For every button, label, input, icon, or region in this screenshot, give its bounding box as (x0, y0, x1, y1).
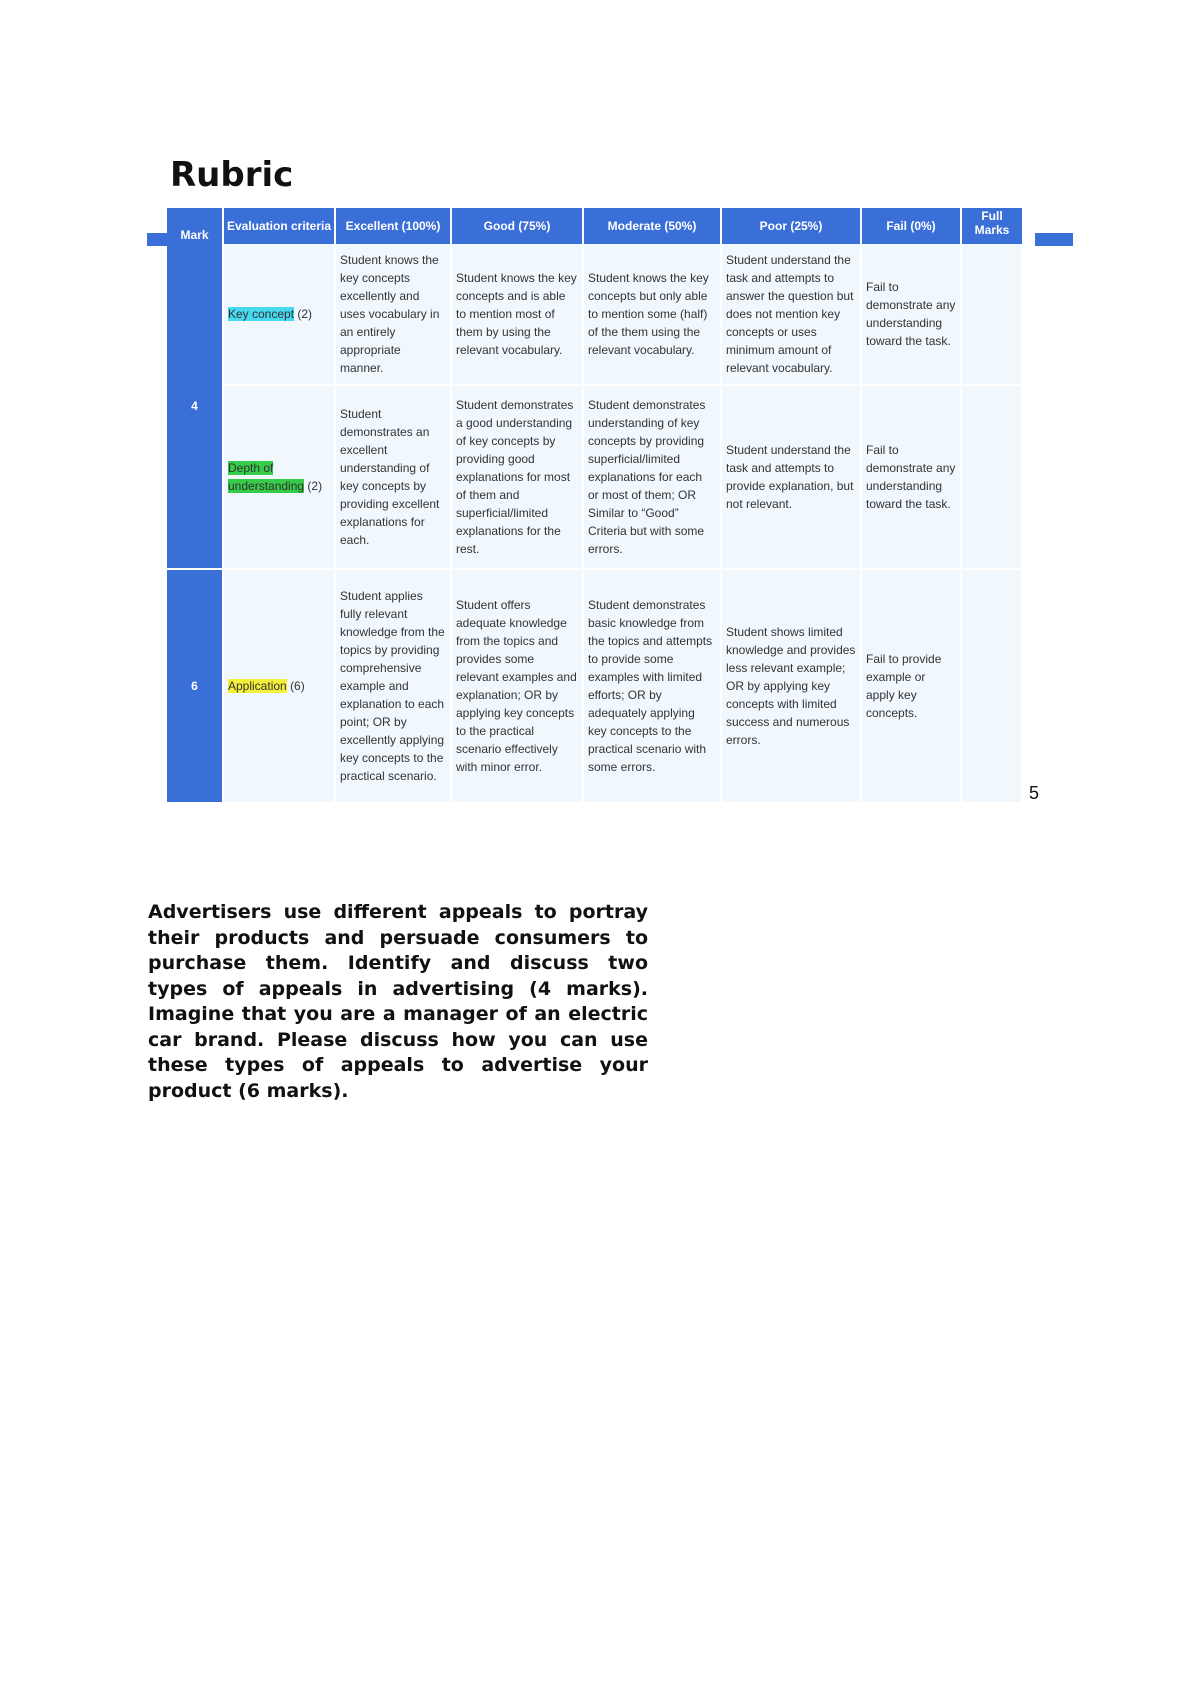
criterion-highlight: Depth of understanding (228, 461, 305, 493)
mark-cell-6: 6 (167, 569, 223, 803)
descriptor-cell: Student shows limited knowledge and provides less relevant example; OR by applying key concepts with limited success and numerous errors. (721, 569, 861, 803)
criterion-cell (223, 385, 335, 569)
mark-cell-4: 4 (167, 244, 223, 569)
descriptor-cell: Student offers adequate knowledge from the topics and provides some relevant examples and explanation; OR by applying key concepts to the practical scenario effectively with minor error. (451, 569, 583, 803)
descriptor-cell: Student demonstrates a good understanding of key concepts by providing good explanations for most of them and superficial/limited explanations for the rest. (451, 385, 583, 569)
criterion-cell (223, 244, 335, 385)
assignment-question: Advertisers use different appeals to portray their products and persuade consumers to purchase them. Identify and discuss two types of appeals in advertising (4 marks). Imagine that you are a manager of an electric car brand. Please discuss how you can use these types of appeals to advertise your product (6 marks). (148, 901, 648, 1102)
header-poor: Poor (25%) (721, 208, 861, 244)
descriptor-cell: Student demonstrates understanding of key concepts by providing superficial/limited explanations for each or most of them; OR Similar to “Good” Criteria but with some errors. (583, 385, 721, 569)
header-moderate: Moderate (50%) (583, 208, 721, 244)
descriptor-cell: Student demonstrates basic knowledge from the topics and attempts to provide some examples with limited efforts; OR by adequately applying key concepts to the practical scenario with some errors. (583, 569, 721, 803)
descriptor-cell: Fail to provide example or apply key concepts. (861, 569, 961, 803)
accent-bar-right (1035, 233, 1073, 246)
header-criteria: Evaluation criteria (223, 208, 335, 244)
full-marks-cell (961, 244, 1022, 385)
table-row (167, 569, 1022, 803)
rubric-slide (140, 155, 1070, 815)
criterion-highlight: Key concept (228, 307, 295, 321)
descriptor-cell: Student understand the task and attempts to provide explanation, but not relevant. (721, 385, 861, 569)
descriptor-cell: Student knows the key concepts excellently and uses vocabulary in an entirely appropriate manner. (335, 244, 451, 385)
descriptor-cell: Student understand the task and attempts to answer the question but does not mention key concepts or uses minimum amount of relevant vocabulary. (721, 244, 861, 385)
descriptor-cell: Student applies fully relevant knowledge from the topics by providing comprehensive example and explanation to each point; OR by excellently applying key concepts to the practical scenario. (335, 569, 451, 803)
full-marks-cell (961, 569, 1022, 803)
criterion-highlight: Application (228, 679, 287, 693)
page-number: 5 (1029, 783, 1040, 803)
header-fail: Fail (0%) (861, 208, 961, 244)
rubric-table (167, 208, 1023, 804)
descriptor-cell: Student knows the key concepts and is able to mention most of them by using the relevant vocabulary. (451, 244, 583, 385)
descriptor-cell: Student knows the key concepts but only able to mention some (half) of the them using the relevant vocabulary. (583, 244, 721, 385)
header-excellent: Excellent (100%) (335, 208, 451, 244)
criterion-weight: (6) (290, 679, 305, 693)
header-good: Good (75%) (451, 208, 583, 244)
header-row (167, 208, 1022, 244)
full-marks-cell (961, 385, 1022, 569)
table-row (167, 244, 1022, 385)
descriptor-cell: Student demonstrates an excellent understanding of key concepts by providing excellent explanations for each. (335, 385, 451, 569)
rubric-title: Rubric (170, 155, 294, 195)
criterion-weight: (2) (307, 479, 323, 493)
criterion-cell (223, 569, 335, 803)
header-full-marks: Full Marks (961, 208, 1022, 244)
header-mark: Mark (167, 208, 223, 244)
descriptor-cell: Fail to demonstrate any understanding toward the task. (861, 385, 961, 569)
table-row (167, 385, 1022, 569)
descriptor-cell: Fail to demonstrate any understanding toward the task. (861, 244, 961, 385)
criterion-weight: (2) (297, 307, 313, 321)
